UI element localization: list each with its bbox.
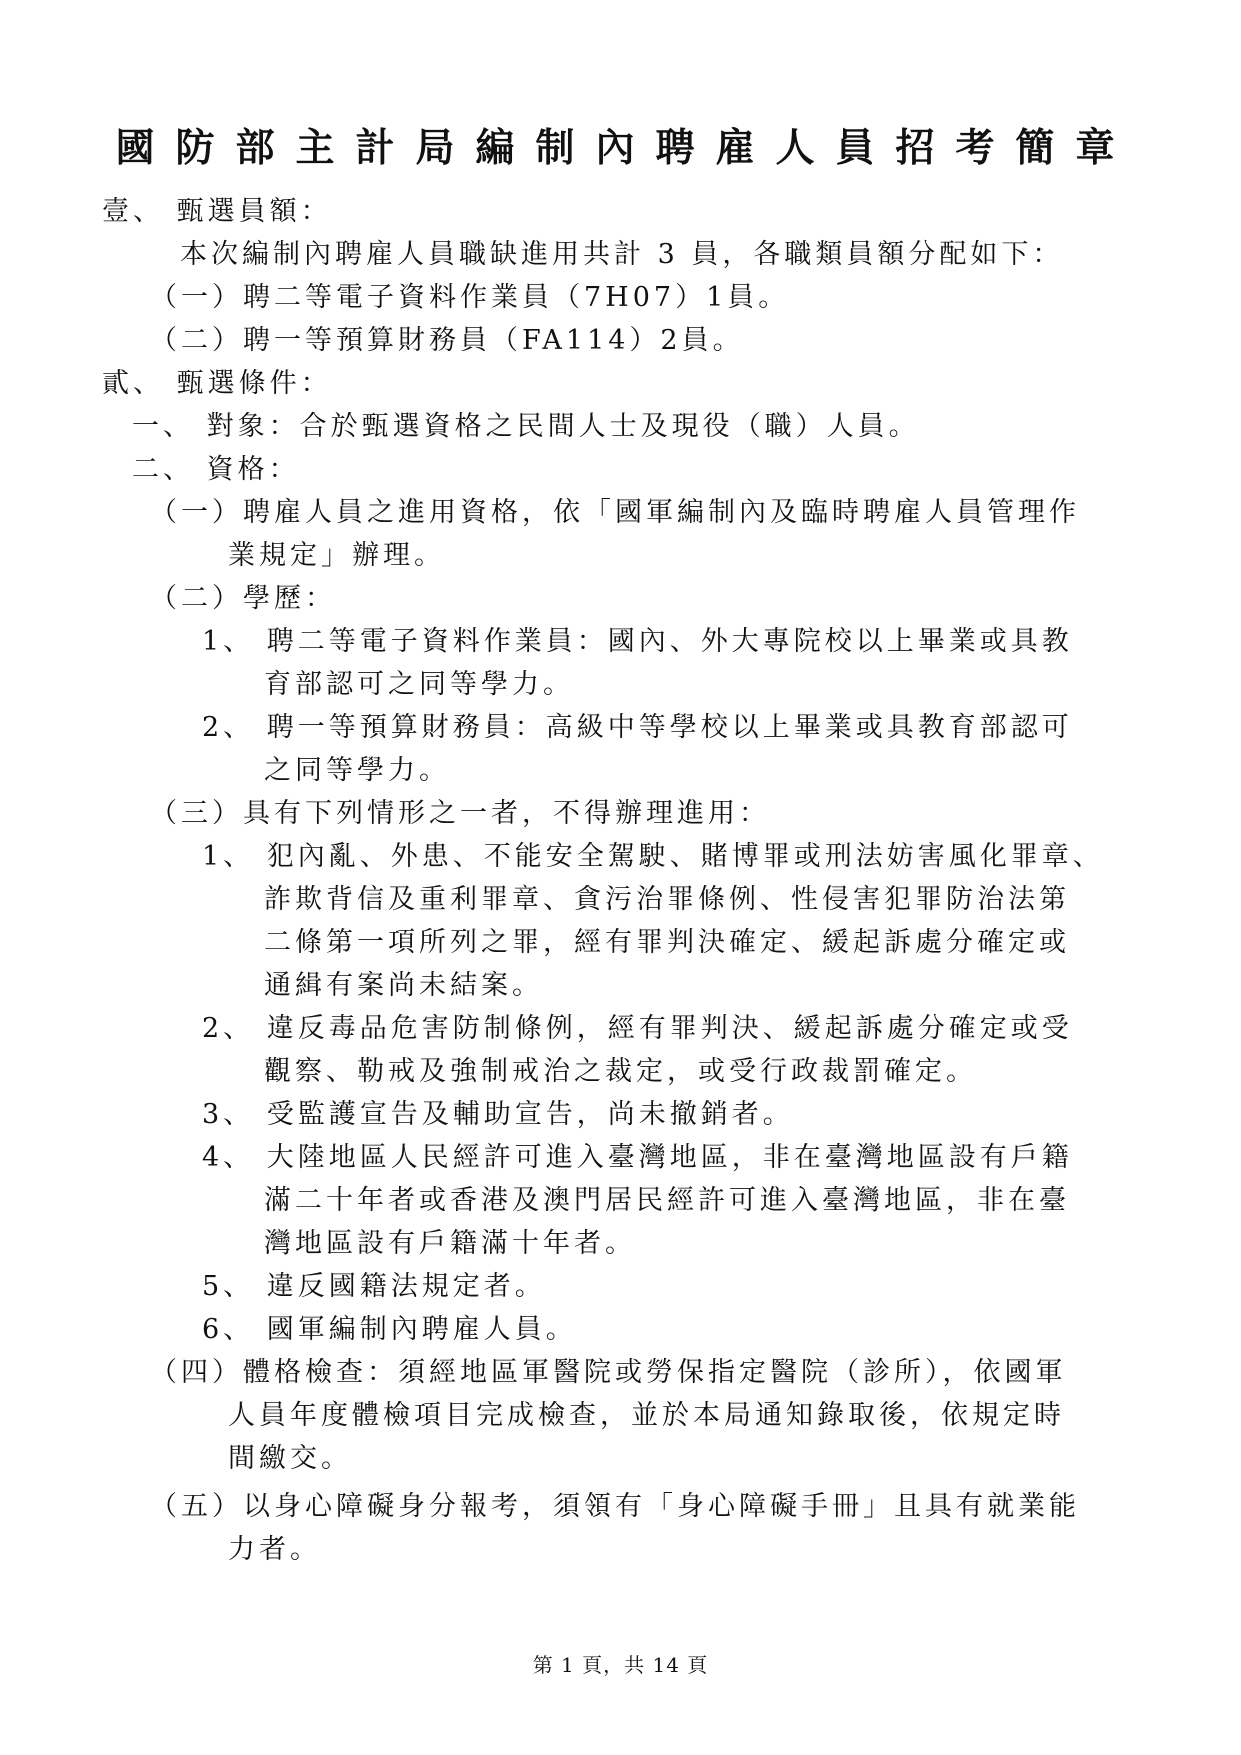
list-item: （三）具有下列情形之一者，不得辦理進用： bbox=[150, 798, 770, 829]
list-item: （四）體格檢查：須經地區軍醫院或勞保指定醫院（診所），依國軍 bbox=[150, 1357, 1067, 1388]
list-item: （二）學歷： bbox=[150, 583, 336, 614]
numbered-item: 5、 違反國籍法規定者。 bbox=[202, 1271, 546, 1302]
list-item: （二）聘一等預算財務員（FA114）2員。 bbox=[150, 325, 744, 356]
numbered-item-continuation: 詐欺背信及重利罪章、貪污治罪條例、性侵害犯罪防治法第 bbox=[264, 884, 1070, 915]
numbered-item-continuation: 通緝有案尚未結案。 bbox=[264, 970, 543, 1001]
numbered-item-continuation: 之同等學力。 bbox=[264, 755, 450, 786]
numbered-item: 2、 違反毒品危害防制條例，經有罪判決、緩起訴處分確定或受 bbox=[202, 1013, 1073, 1044]
numbered-item-continuation: 育部認可之同等學力。 bbox=[264, 669, 574, 700]
numbered-item-continuation: 觀察、勒戒及強制戒治之裁定，或受行政裁罰確定。 bbox=[264, 1056, 977, 1087]
numbered-item: 6、 國軍編制內聘雇人員。 bbox=[202, 1314, 577, 1345]
numbered-item: 4、 大陸地區人民經許可進入臺灣地區，非在臺灣地區設有戶籍 bbox=[202, 1142, 1073, 1173]
page-number: 第 1 頁，共 14 頁 bbox=[532, 1653, 709, 1677]
list-item-continuation: 間繳交。 bbox=[228, 1443, 352, 1474]
list-item-continuation: 業規定」辦理。 bbox=[228, 540, 445, 571]
list-item-continuation: 力者。 bbox=[228, 1534, 321, 1565]
numbered-item-continuation: 滿二十年者或香港及澳門居民經許可進入臺灣地區，非在臺 bbox=[264, 1185, 1070, 1216]
numbered-item-continuation: 灣地區設有戶籍滿十年者。 bbox=[264, 1228, 636, 1259]
section-heading: 貳、 甄選條件： bbox=[102, 368, 332, 399]
numbered-item-continuation: 二條第一項所列之罪，經有罪判決確定、緩起訴處分確定或 bbox=[264, 927, 1070, 958]
numbered-item: 1、 犯內亂、外患、不能安全駕駛、賭博罪或刑法妨害風化罪章、 bbox=[202, 841, 1104, 872]
numbered-item: 3、 受監護宣告及輔助宣告，尚未撤銷者。 bbox=[202, 1099, 794, 1130]
section-heading: 壹、 甄選員額： bbox=[102, 196, 332, 227]
numbered-item: 2、 聘一等預算財務員：高級中等學校以上畢業或具教育部認可 bbox=[202, 712, 1073, 743]
subsection-heading: 二、 資格： bbox=[132, 454, 300, 485]
list-item: （五）以身心障礙身分報考，須領有「身心障礙手冊」且具有就業能 bbox=[150, 1491, 1080, 1522]
subsection-heading: 一、 對象：合於甄選資格之民間人士及現役（職）人員。 bbox=[132, 411, 920, 442]
list-item-continuation: 人員年度體檢項目完成檢查，並於本局通知錄取後，依規定時 bbox=[228, 1400, 1065, 1431]
list-item: （一）聘雇人員之進用資格，依「國軍編制內及臨時聘雇人員管理作 bbox=[150, 497, 1080, 528]
numbered-item: 1、 聘二等電子資料作業員：國內、外大專院校以上畢業或具教 bbox=[202, 626, 1073, 657]
list-item: （一）聘二等電子資料作業員（7H07）1員。 bbox=[150, 282, 790, 313]
paragraph-line: 本次編制內聘雇人員職缺進用共計 3 員，各職類員額分配如下： bbox=[180, 239, 1064, 270]
document-title: 國防部主計局編制內聘雇人員招考簡章 bbox=[115, 125, 1136, 171]
